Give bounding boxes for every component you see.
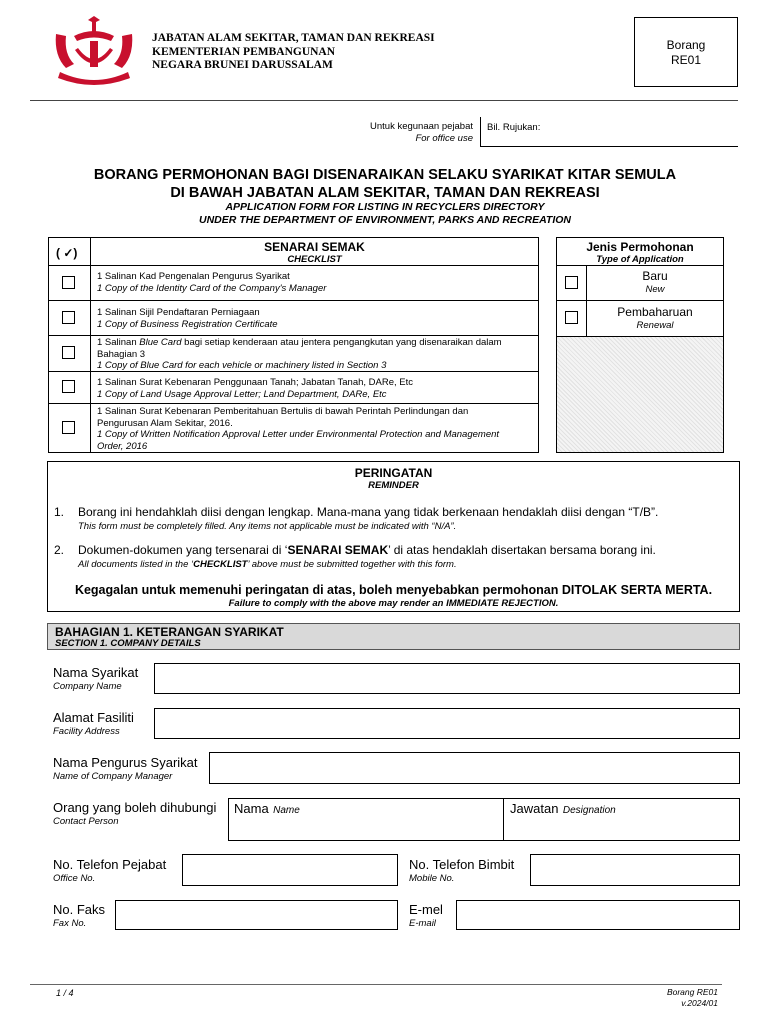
form-label: Borang: [666, 38, 706, 52]
reference-underline: [480, 146, 738, 147]
checklist-item-3: 1 Salinan Blue Card bagi setiap kenderaan atau jentera pengangkutan yang disenaraikan dalam Bahagian 3 1 Copy of Blue Card for each vehicle or machinery listed in Section 3: [97, 337, 502, 371]
mobile-phone-field[interactable]: [530, 854, 740, 886]
checklist-header: SENARAI SEMAK CHECKLIST: [264, 240, 365, 265]
checklist-col-divider: [90, 237, 91, 453]
rejection-warning-en: Failure to comply with the above may render an IMMEDIATE REJECTION.: [228, 598, 559, 609]
fax-field[interactable]: [115, 900, 398, 930]
section1-band: BAHAGIAN 1. KETERANGAN SYARIKAT SECTION 1. COMPANY DETAILS: [47, 623, 740, 650]
mobile-phone-label: No. Telefon Bimbit Mobile No.: [409, 857, 515, 884]
agency-line: KEMENTERIAN PEMBANGUNAN: [152, 45, 336, 58]
form-title-en: APPLICATION FORM FOR LISTING IN RECYCLERS DIRECTORY UNDER THE DEPARTMENT OF ENVIRONMENT, PARKS AND RECREATION: [199, 201, 571, 226]
checklist-row-line: [48, 265, 539, 266]
page-number: 1 / 4: [56, 988, 74, 998]
reminder-item-1: 1. Borang ini hendahklah diisi dengan lengkap. Mana-mana yang tidak berkenaan hendaklah diisi dengan “T/B”. This form must be completely filled. Any items not applicable must be indicated with “N/A”.: [54, 505, 659, 532]
checklist-row-line: [48, 403, 539, 404]
agency-line: JABATAN ALAM SEKITAR, TAMAN DAN REKREASI: [152, 32, 435, 44]
office-use-label: Untuk kegunaan pejabat For office use: [370, 121, 473, 144]
manager-name-label: Nama Pengurus Syarikat Name of Company Manager: [53, 755, 198, 782]
form-code: RE01: [670, 53, 702, 67]
fax-label: No. Faks Fax No.: [53, 902, 106, 929]
checklist-checkbox-5[interactable]: [62, 421, 75, 434]
office-use-divider: [480, 117, 481, 146]
application-renewal-label: Pembaharuan Renewal: [617, 305, 693, 331]
checklist-item-4: 1 Salinan Surat Kebenaran Penggunaan Tanah; Jabatan Tanah, DARe, Etc 1 Copy of Land Usage Approval Letter; Land Department, DARe, Etc: [97, 377, 414, 400]
contact-designation-label: Jawatan Designation: [510, 801, 616, 816]
manager-name-field[interactable]: [209, 752, 740, 784]
office-phone-label: No. Telefon Pejabat Office No.: [53, 857, 167, 884]
facility-address-field[interactable]: [154, 708, 740, 739]
reminder-header: PERINGATAN REMINDER: [354, 466, 433, 491]
application-new-checkbox[interactable]: [565, 276, 578, 289]
reference-label: Bil. Rujukan:: [487, 122, 541, 133]
checklist-item-2: 1 Salinan Sijil Pendaftaran Perniagaan 1 Copy of Business Registration Certificate: [97, 307, 278, 330]
company-name-field[interactable]: [154, 663, 740, 694]
form-code-box: [634, 17, 738, 87]
application-new-label: Baru New: [642, 269, 668, 295]
footer-form-ref: Borang RE01 v.2024/01: [666, 987, 718, 1008]
checklist-checkbox-4[interactable]: [62, 380, 75, 393]
email-field[interactable]: [456, 900, 740, 930]
checklist-item-5: 1 Salinan Surat Kebenaran Pemberitahuan Bertulis di bawah Perintah Perlindungan dan Pengurusan Alam Sekitar, 2016. 1 Copy of Written Notification Approval Letter under Environmental Protection and Management Order, 2016: [97, 406, 500, 452]
application-type-row-line: [556, 336, 724, 337]
form-title: BORANG PERMOHONAN BAGI DISENARAIKAN SELAKU SYARIKAT KITAR SEMULA DI BAWAH JABATAN ALAM SEKITAR, TAMAN DAN REKREASI: [93, 167, 677, 201]
checklist-checkbox-2[interactable]: [62, 311, 75, 324]
checklist-checkbox-1[interactable]: [62, 276, 75, 289]
brunei-crest-logo: [52, 14, 136, 86]
company-name-label: Nama Syarikat Company Name: [53, 665, 139, 692]
agency-line: NEGARA BRUNEI DARUSSALAM: [152, 59, 333, 71]
application-type-header: Jenis Permohonan Type of Application: [586, 240, 694, 265]
reminder-item-2: 2. Dokumen-dokumen yang tersenarai di ‘SENARAI SEMAK’ di atas hendaklah disertakan bersama borang ini. All documents listed in the ‘CHECKLIST’ above must be submitted together with this form.: [54, 543, 656, 570]
contact-person-label: Orang yang boleh dihubungi Contact Person: [53, 800, 217, 827]
contact-name-label: Nama Name: [234, 801, 300, 816]
rejection-warning: Kegagalan untuk memenuhi peringatan di atas, boleh menyebabkan permohonan DITOLAK SERTA MERTA.: [74, 583, 713, 597]
checklist-row-line: [48, 300, 539, 301]
tick-column-header: ( ✓): [56, 246, 78, 260]
header-divider: [30, 100, 738, 101]
application-type-hatched-area: [557, 336, 723, 452]
application-renewal-checkbox[interactable]: [565, 311, 578, 324]
application-type-row-line: [556, 300, 724, 301]
facility-address-label: Alamat Fasiliti Facility Address: [53, 710, 134, 737]
footer-divider: [30, 984, 722, 985]
email-label: E-mel E-mail: [409, 902, 443, 929]
office-phone-field[interactable]: [182, 854, 398, 886]
checklist-checkbox-3[interactable]: [62, 346, 75, 359]
application-type-row-line: [556, 265, 724, 266]
checklist-item-1: 1 Salinan Kad Pengenalan Pengurus Syarikat 1 Copy of the Identity Card of the Company's Manager: [97, 271, 327, 294]
agency-header: [152, 32, 435, 73]
checklist-row-line: [48, 335, 539, 336]
